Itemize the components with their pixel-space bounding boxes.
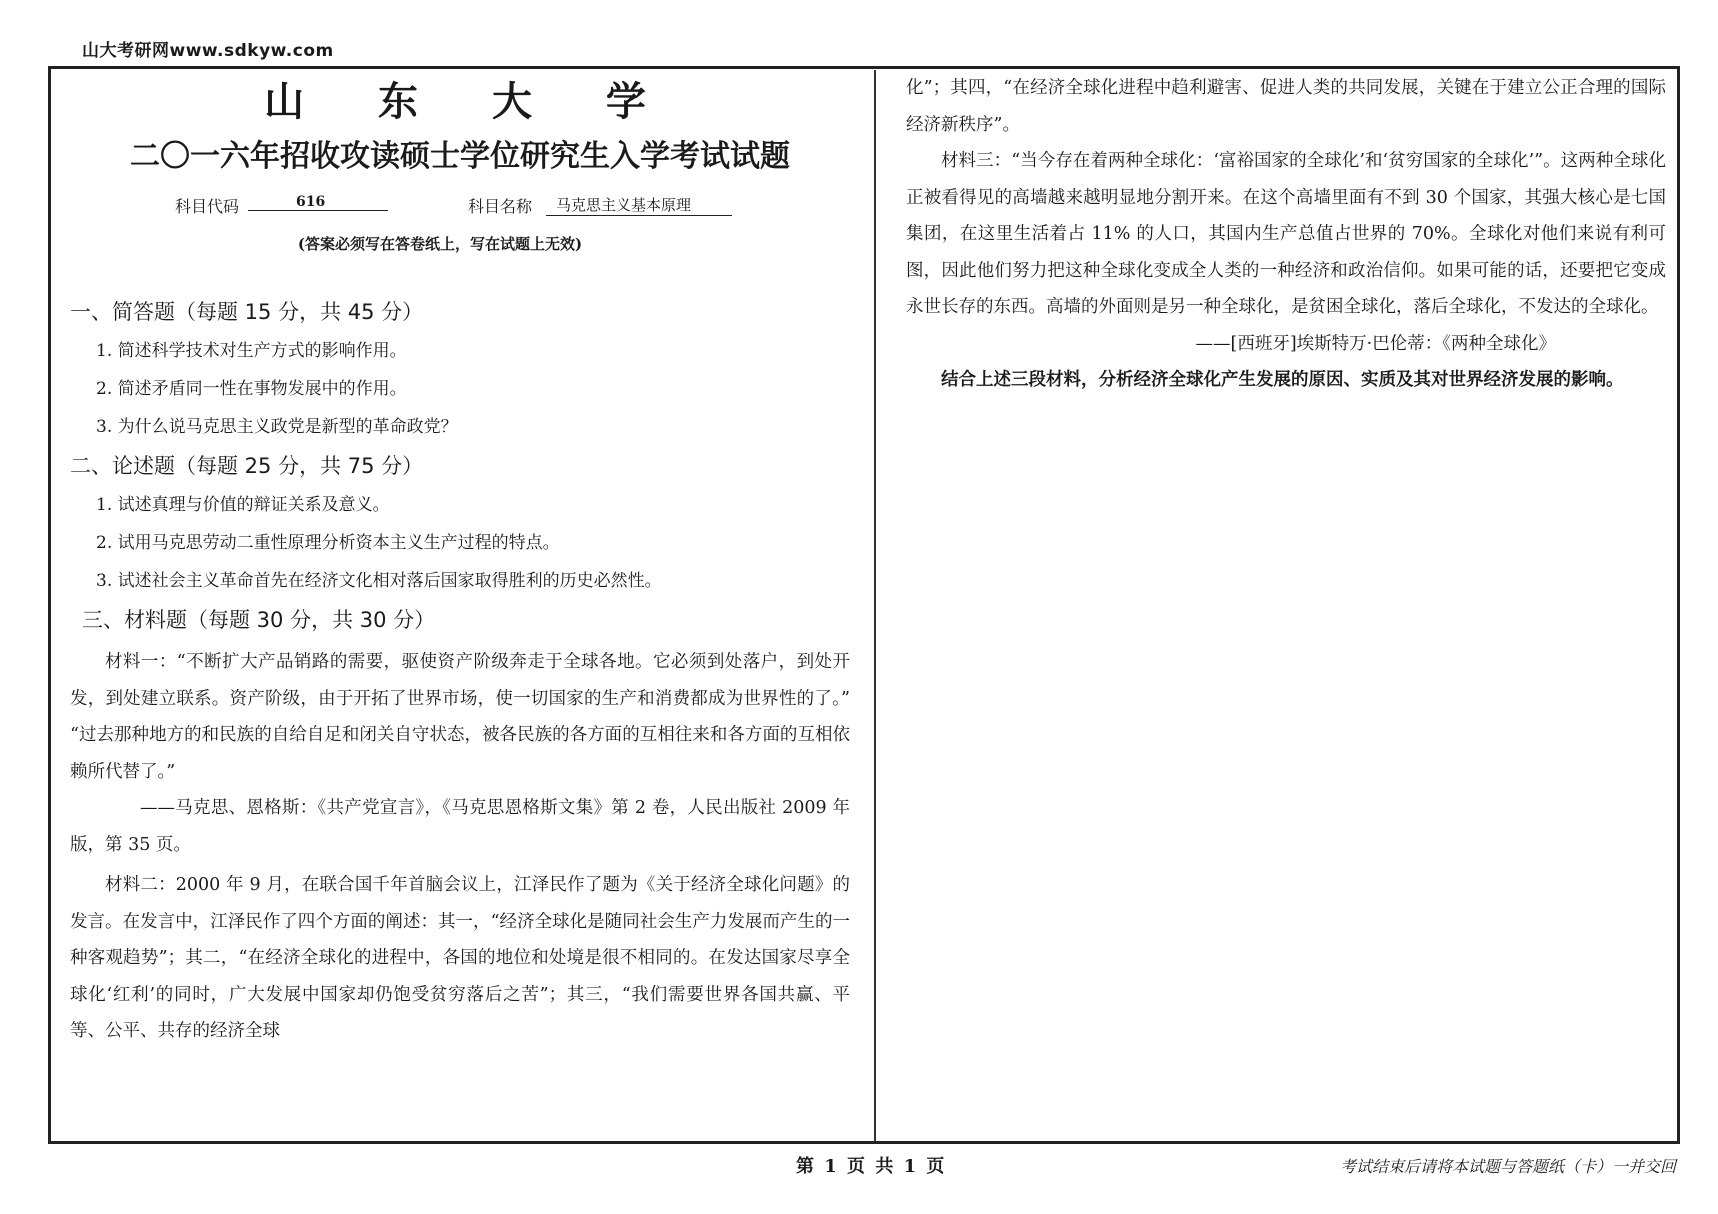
subject-code-value: 616	[248, 194, 388, 211]
section-title: 一、简答题（每题 15 分，共 45 分）	[70, 300, 424, 324]
question-item: 2. 简述矛盾同一性在事物发展中的作用。	[96, 379, 407, 399]
material-one: 材料一：“不断扩大产品销路的需要，驱使资产阶级奔走于全球各地。它必须到处落户，到处开发，到处建立联系。资产阶级，由于开拓了世界市场，使一切国家的生产和消费都成为世界性的了。” “过去那种地方的和民族的自给自足和闭关自守状态，被各民族的各方面的互相往来和各方面的互相依赖所代替了。”	[70, 652, 850, 782]
material-two-continued: 化”；其四，“在经济全球化进程中趋利避害、促进人类的共同发展，关键在于建立公正合理的国际经济新秩序”。	[906, 78, 1666, 135]
subject-name-value: 马克思主义基本原理	[546, 194, 732, 216]
subject-name-label: 科目名称	[468, 197, 533, 216]
subject-code-label: 科目代码	[175, 197, 240, 216]
material-two: 材料二：2000 年 9 月，在联合国千年首脑会议上，江泽民作了题为《关于经济全球化问题》的发言。在发言中，江泽民作了四个方面的阐述：其一，“经济全球化是随同社会生产力发展而产生的一种客观趋势”；其二，“在经济全球化的进程中，各国的地位和处境是很不相同的。在发达国家尽享全球化‘红利’的同时，广大发展中国家却仍饱受贫穷落后之苦”；其三，“我们需要世界各国共赢、平等、公平、共存的经济全球	[70, 875, 850, 1041]
footer-note: 考试结束后请将本试题与答题纸（卡）一并交回	[1339, 1157, 1676, 1176]
question-item: 3. 为什么说马克思主义政党是新型的革命政党？	[96, 417, 458, 437]
answer-notice: (答案必须写在答卷纸上，写在试题上无效)	[297, 235, 583, 253]
column-divider	[874, 70, 876, 1142]
exam-title: 二〇一六年招收攻读硕士学位研究生入学考试试题	[130, 139, 790, 174]
watermark-text: 山大考研网www.sdkyw.com	[82, 41, 334, 61]
question-item: 2. 试用马克思劳动二重性原理分析资本主义生产过程的特点。	[96, 533, 560, 553]
section-title: 二、论述题（每题 25 分，共 75 分）	[70, 454, 424, 478]
page-number: 第 1 页 共 1 页	[796, 1156, 947, 1177]
section-title: 三、材料题（每题 30 分，共 30 分）	[82, 608, 436, 632]
question-item: 1. 简述科学技术对生产方式的影响作用。	[96, 341, 407, 361]
question-item: 1. 试述真理与价值的辩证关系及意义。	[96, 495, 390, 515]
university-title: 山 东 大 学	[264, 78, 676, 125]
citation-one: ——马克思、恩格斯：《共产党宣言》，《马克思恩格斯文集》第 2 卷，人民出版社 2009 年版，第 35 页。	[70, 798, 850, 855]
question-item: 3. 试述社会主义革命首先在经济文化相对落后国家取得胜利的历史必然性。	[96, 571, 662, 591]
right-column	[906, 70, 1666, 399]
left-column	[70, 70, 850, 1050]
material-three: 材料三：“当今存在着两种全球化：‘富裕国家的全球化’和‘贫穷国家的全球化’”。这两种全球化正被看得见的高墙越来越明显地分割开来。在这个高墙里面有不到 30 个国家，其强大核心是七国集团，在这里生活着占 11% 的人口，其国内生产总值占世界的 70%。全球化对他们来说有利可图，因此他们努力把这种全球化变成全人类的一种经济和政治信仰。如果可能的话，还要把它变成永世长存的东西。高墙的外面则是另一种全球化，是贫困全球化，落后全球化，不发达的全球化。	[906, 151, 1666, 317]
subject-info	[70, 184, 850, 224]
citation-three: ——[西班牙]埃斯特万·巴伦蒂：《两种全球化》	[1195, 333, 1556, 354]
material-task: 结合上述三段材料，分析经济全球化产生发展的原因、实质及其对世界经济发展的影响。	[941, 370, 1624, 390]
